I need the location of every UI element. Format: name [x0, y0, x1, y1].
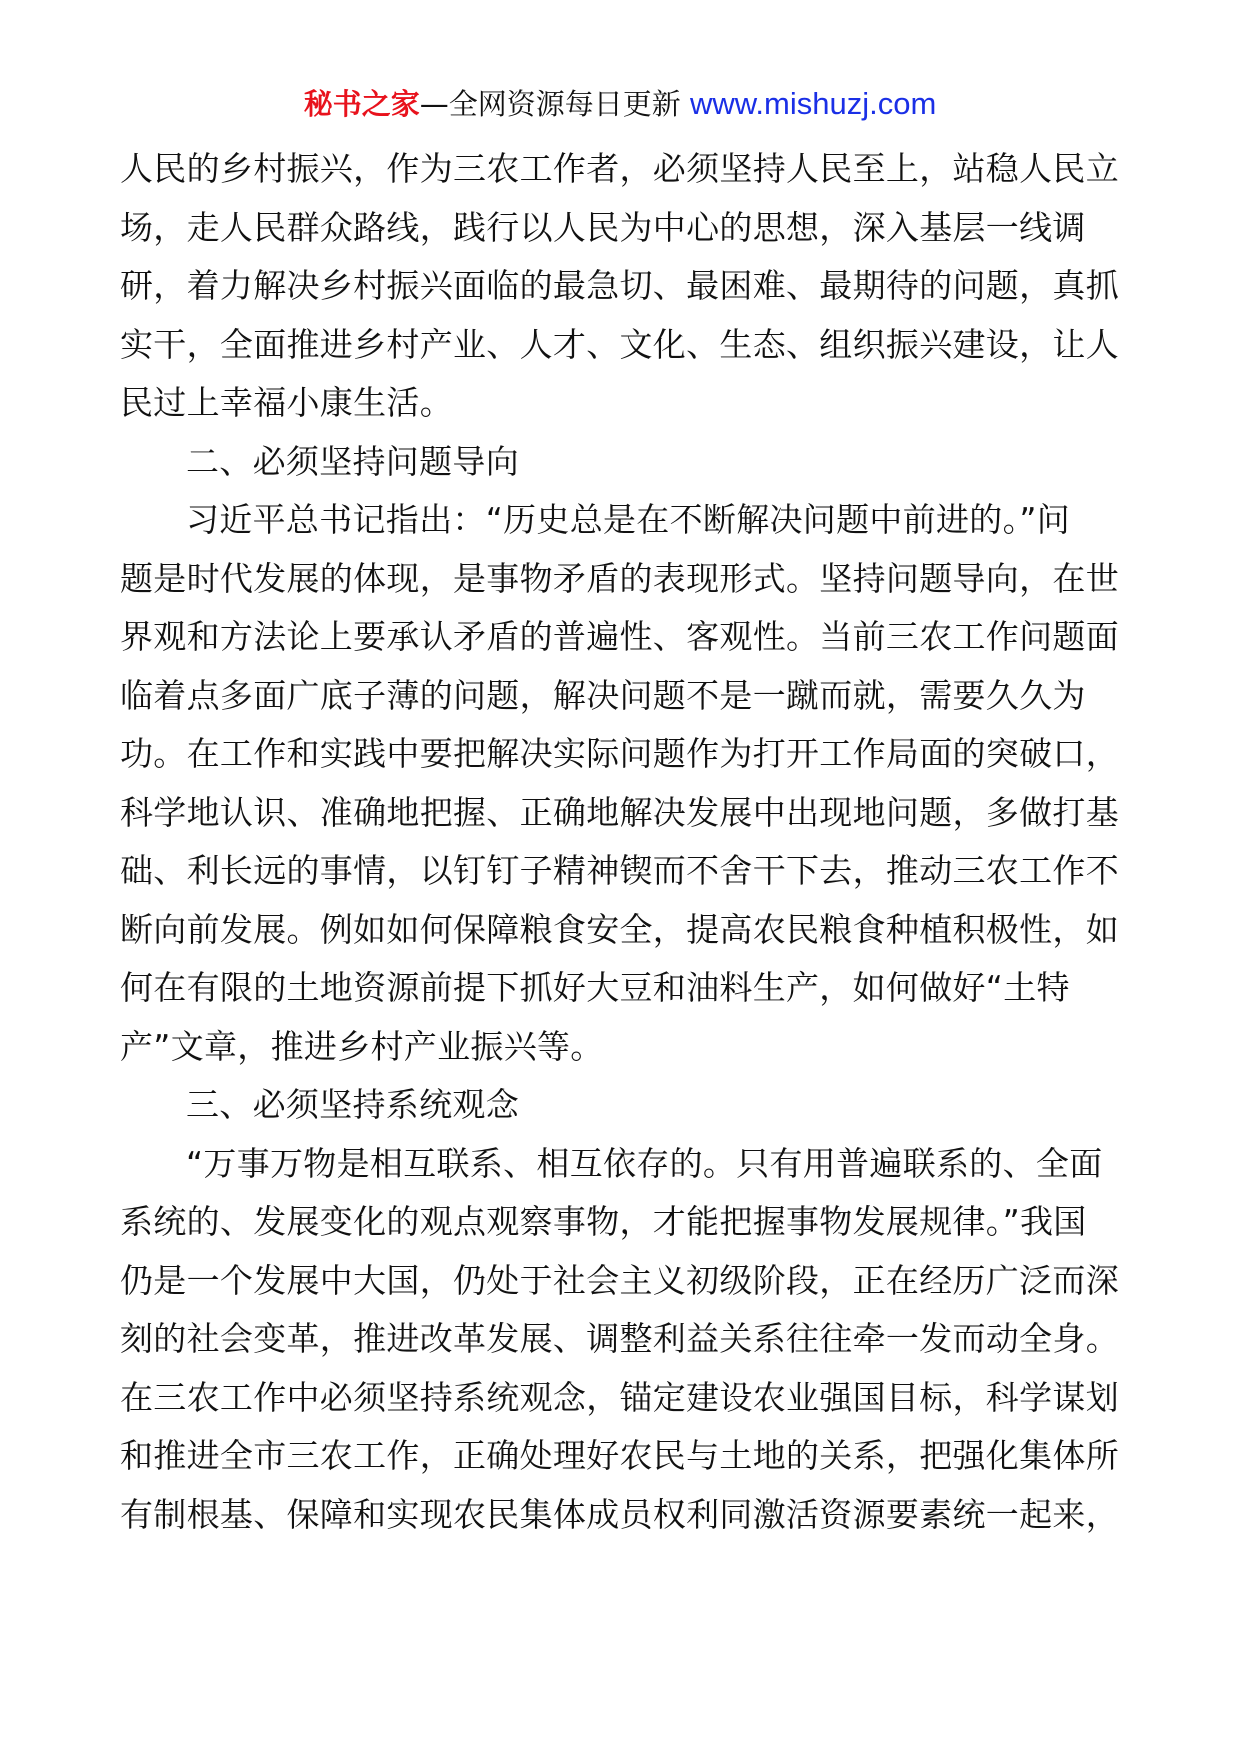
- text-line: 有制根基、保障和实现农民集体成员权利同激活资源要素统一起来，: [120, 1494, 1119, 1534]
- text-line: 何在有限的土地资源前提下抓好大豆和油料生产，如何做好“土特: [120, 968, 1070, 1007]
- text-line: 系统的、发展变化的观点观察事物，才能把握事物发展规律。”我国: [120, 1202, 1087, 1241]
- text-line: 科学地认识、准确地把握、正确地解决发展中出现地问题，多做打基: [120, 792, 1119, 832]
- text-line: 刻的社会变革，推进改革发展、调整利益关系往往牵一发而动全身。: [120, 1319, 1119, 1358]
- text-line: 在三农工作中必须坚持系统观念，锚定建设农业强国目标，科学谋划: [120, 1377, 1119, 1417]
- text-line: 临着点多面广底子薄的问题，解决问题不是一蹴而就，需要久久为: [120, 675, 1086, 715]
- text-line: 实干，全面推进乡村产业、人才、文化、生态、组织振兴建设，让人: [120, 324, 1119, 364]
- text-line: 界观和方法论上要承认矛盾的普遍性、客观性。当前三农工作问题面: [120, 617, 1119, 656]
- website-link[interactable]: www.mishuzj.com: [689, 86, 937, 121]
- document-header: [0, 84, 1240, 124]
- header-slogan: —全网资源每日更新: [419, 87, 681, 121]
- section-heading: 三、必须坚持系统观念: [186, 1085, 519, 1124]
- text-line: 研，着力解决乡村振兴面临的最急切、最困难、最期待的问题，真抓: [120, 266, 1119, 305]
- section-heading: 二、必须坚持问题导向: [186, 441, 519, 481]
- text-line: 民过上幸福小康生活。: [120, 383, 453, 422]
- text-line: 习近平总书记指出：“历史总是在不断解决问题中前进的。”问: [186, 500, 1071, 539]
- document-body: [120, 140, 1124, 1544]
- text-line: 和推进全市三农工作，正确处理好农民与土地的关系，把强化集体所: [120, 1436, 1119, 1475]
- text-line: 仍是一个发展中大国，仍处于社会主义初级阶段，正在经历广泛而深: [120, 1260, 1119, 1300]
- text-line: 断向前发展。例如如何保障粮食安全，提高农民粮食种植积极性，如: [120, 909, 1119, 949]
- text-line: 功。在工作和实践中要把解决实际问题作为打开工作局面的突破口，: [120, 734, 1119, 773]
- text-line: 题是时代发展的体现，是事物矛盾的表现形式。坚持问题导向，在世: [120, 558, 1119, 598]
- text-line: “万事万物是相互联系、相互依存的。只有用普遍联系的、全面: [186, 1143, 1103, 1183]
- text-line: 人民的乡村振兴，作为三农工作者，必须坚持人民至上，站稳人民立: [120, 149, 1119, 188]
- brand-name: 秘书之家: [303, 87, 420, 121]
- text-line: 础、利长远的事情，以钉钉子精神锲而不舍干下去，推动三农工作不: [120, 851, 1119, 890]
- text-line: 场，走人民群众路线，践行以人民为中心的思想，深入基层一线调: [120, 207, 1086, 247]
- text-line: 产”文章，推进乡村产业振兴等。: [120, 1026, 604, 1066]
